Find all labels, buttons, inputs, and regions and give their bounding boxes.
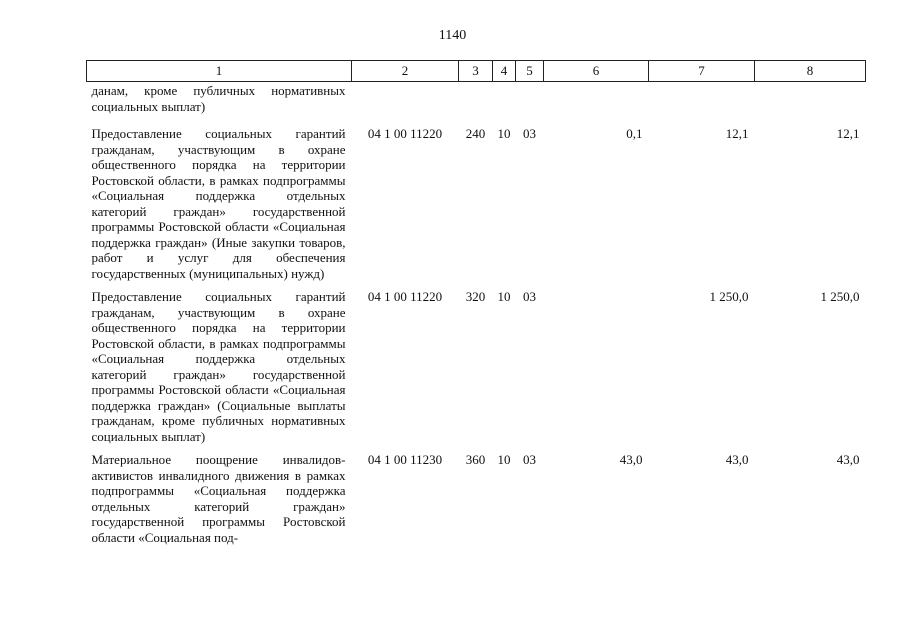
header-col-7: 7 (649, 61, 755, 82)
row-description: Материальное поощрение инвалидов-активистов инвалидного движения в рамках подпрограммы «Социальная поддержка отдельных категорий граждан» государственной программы Ростовской области «Социальная под- (91, 452, 346, 545)
row-expense-type: 240 (465, 126, 486, 141)
row-value-year1: 43,0 (619, 452, 643, 467)
header-col-5: 5 (516, 61, 544, 82)
row-section: 10 (497, 452, 511, 467)
row-target-code: 04 1 00 11220 (367, 289, 443, 304)
row-target-code: 04 1 00 11220 (367, 126, 443, 141)
row-subsection: 03 (523, 126, 536, 141)
budget-table (86, 60, 866, 549)
row-value-year2: 1 250,0 (709, 289, 749, 304)
header-col-4: 4 (493, 61, 516, 82)
row-value-year3: 43,0 (836, 452, 860, 467)
row-subsection: 03 (523, 452, 536, 467)
row-expense-type: 360 (465, 452, 486, 467)
row-subsection: 03 (523, 289, 536, 304)
budget-table-container (86, 60, 865, 549)
continuation-row (87, 82, 866, 127)
table-row (87, 126, 866, 285)
header-row (87, 61, 866, 82)
row-value-year2: 43,0 (725, 452, 749, 467)
page-number: 1140 (438, 28, 467, 43)
table-header (87, 61, 866, 82)
row-section: 10 (497, 126, 511, 141)
header-col-6: 6 (544, 61, 649, 82)
header-col-3: 3 (459, 61, 493, 82)
row-value-year3: 1 250,0 (820, 289, 860, 304)
header-col-2: 2 (352, 61, 459, 82)
table-row (87, 285, 866, 448)
row-target-code: 04 1 00 11230 (367, 452, 443, 467)
row-value-year2: 12,1 (725, 126, 749, 141)
row-value-year1: 0,1 (626, 126, 643, 141)
header-col-8: 8 (755, 61, 866, 82)
row-expense-type: 320 (465, 289, 486, 304)
header-col-1: 1 (87, 61, 352, 82)
row-description: Предоставление социальных гарантий гражданам, участвующим в охране общественного порядка на территории Ростовской области, в рамках подпрограммы «Социальная поддержка отдельных категорий граждан» государственной программы Ростовской области «Социальная поддержка граждан» (Социальные выплаты гражданам, кроме публичных нормативных социальных выплат) (91, 289, 346, 444)
row-value-year1 (544, 285, 649, 448)
row-value-year3: 12,1 (836, 126, 860, 141)
row-description: Предоставление социальных гарантий гражданам, участвующим в охране общественного порядка на территории Ростовской области, в рамках подпрограммы «Социальная поддержка отдельных категорий граждан» государственной программы Ростовской области «Социальная поддержка граждан» (Иные закупки товаров, работ и услуг для обеспечения государственных (муниципальных) нужд) (91, 126, 346, 281)
row-section: 10 (497, 289, 511, 304)
table-body (87, 82, 866, 550)
table-row (87, 448, 866, 549)
continuation-text: данам, кроме публичных нормативных социальных выплат) (91, 83, 346, 114)
